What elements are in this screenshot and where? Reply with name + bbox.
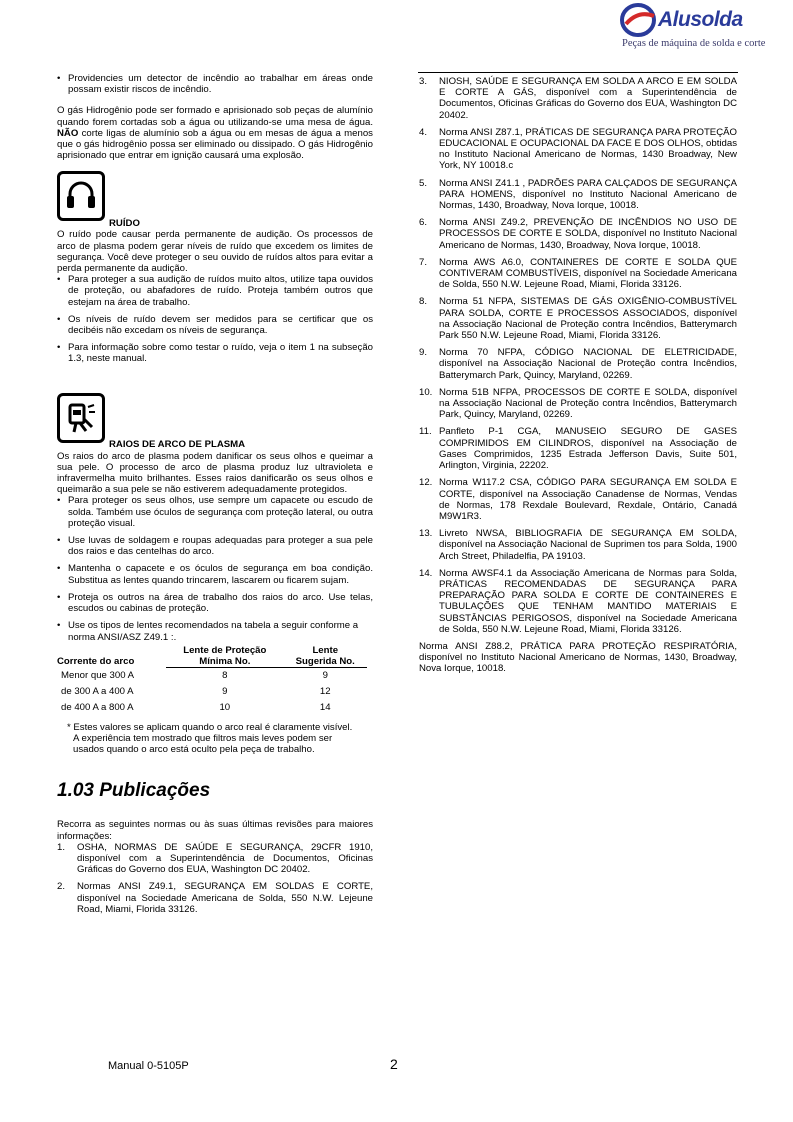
page-number: 2 [390,1056,398,1072]
table-row: de 400 A a 800 A 10 14 [61,702,331,714]
arc-bullet: • Use luvas de soldagem e roupas adequadas para proteger a sua pele dos raios e das centelhas do arco. [57,535,373,557]
noise-bullet: • Os níveis de ruído devem ser medidos para se certificar que os decibéis não excedam os níveis de segurança. [57,314,373,336]
brand-logo [618,2,766,54]
publication-item: 11. Panfleto P-1 CGA, MANUSEIO SEGURO DE GASES COMPRIMIDOS EM CILINDROS, disponível na Associação de Gases Comprimidos, 1235 Estrada Jefferson Davis, Suite 501, Arlington, Virginia, 22202. [419,426,737,472]
right-column [419,73,737,675]
hydrogen-paragraph: O gás Hidrogênio pode ser formado e aprisionado sob peças de alumínio quando forem cortadas sob a água ou utilizando-se uma mesa de água. NÃO corte ligas de alumínio sob a água ou em mesas de água a menos que o gás hidrogênio possa ser eliminado ou dissipado. O gás Hidrogênio aprisionado que entrar em ignição causará uma explosão. [57,105,373,162]
arc-bullet: • Use os tipos de lentes recomendados na tabela a seguir conforme a norma ANSI/ASZ Z49.1 :. [57,620,373,642]
footer-manual-number: Manual 0-5105P [108,1060,189,1072]
publication-item: 8. Norma 51 NFPA, SISTEMAS DE GÁS OXIGÊNIO-COMBUSTÍVEL PARA SOLDA, CORTE E PROCESSOS ASSOCIADOS, disponível na Associação Nacional de Proteção contra Incêndios, Batterymarch Park 550 N.W. Lejeune Road, Miami, Florida 33126. [419,296,737,342]
table-row: Menor que 300 A 8 9 [61,669,328,682]
arc-bullet: • Para proteger os seus olhos, use sempre um capacete ou escudo de solda. Também use óculos de segurança com proteção lateral, ou outra proteção visual. [57,495,373,529]
arc-bullet: • Proteja os outros na área de trabalho dos raios do arco. Use telas, escudos ou cabinas de proteção. [57,592,373,614]
publication-item: 2. Normas ANSI Z49.1, SEGURANÇA EM SOLDAS E CORTE, disponível na Sociedade Americana de Solda, 550 N.W. Lejeune Road, Miami, Florida 33126. [57,881,373,915]
table-note: * Estes valores se aplicam quando o arco real é claramente visível. A experiência tem mostrado que filtros mais leves podem ser usados quando o arco está oculto pela peça de trabalho. [67,721,353,756]
publication-item: 4. Norma ANSI Z87.1, PRÁTICAS DE SEGURANÇA PARA PROTEÇÃO EDUCACIONAL E OCUPACIONAL DA FACE E DOS OLHOS, obtidas no Instituto Nacional Americano de Normas, 1430 Broadway, New York, NY 10018.c [419,126,737,172]
logo-swoosh-icon [620,2,660,38]
table-row: de 300 A a 400 A 9 12 [61,686,331,698]
publication-item: 1. OSHA, NORMAS DE SAÚDE E SEGURANÇA, 29CFR 1910, disponível com a Superintendência de Documentos, Oficinas Gráficas do Governo dos EUA, Washington DC 20402. [57,841,373,876]
publication-item: 13. Livreto NWSA, BIBLIOGRAFIA DE SEGURANÇA EM SOLDA, disponível na Associação Nacional de Suprimen tos para Solda, 1900 Arch Street, Philadelfia, PA 19103. [419,528,737,562]
section-heading: 1.03 Publicações [57,780,211,802]
table-header-min-lens: Lente de Proteção [183,644,267,656]
noise-title: RUÍDO [109,218,140,230]
arc-rays-header [57,393,373,451]
publication-item: 9. Norma 70 NFPA, CÓDIGO NACIONAL DE ELETRICIDADE, disponível na Associação Nacional de Proteção contra Incêndios, Batterymarch Park, Quincy, Maryland, 02269. [419,347,737,381]
final-publication: Norma ANSI Z88.2, PRÁTICA PARA PROTEÇÃO RESPIRATÓRIA, disponível no Instituto Nacional Americano de Normas, 1430, Broadway, Nova Iorque, 10018. [419,640,737,675]
table-header-current: Corrente do arco [57,656,135,668]
publication-item: 3. NIOSH, SAÚDE E SEGURANÇA EM SOLDA A ARCO E EM SOLDA E CORTE A GÁS, disponível com a Superintendência de Documentos, Oficinas Gráficas do Governo dos EUA, Washington DC 20402. [419,76,737,121]
noise-bullet: • Para informação sobre como testar o ruído, veja o item 1 na subseção 1.3, neste manual. [57,342,373,364]
publication-item: 12. Norma W117.2 CSA, CÓDIGO PARA SEGURANÇA EM SOLDA E CORTE, disponível na Associação Canadense de Normas, Vendas de Normas, 178 Rexdale Boulevard, Rexdale, Ontário, Canadá M9W1R3. [419,477,737,522]
lens-table [57,645,367,716]
table-header-sugg-lens-2: Sugerida No. [283,656,367,668]
noise-header [57,171,373,229]
arc-title: RAIOS DE ARCO DE PLASMA [109,439,246,451]
publication-item: 7. Norma AWS A6.0, CONTAINERES DE CORTE E SOLDA QUE CONTIVERAM COMBUSTÍVEIS, disponível na Sociedade Americana de Solda, 550 N.W. Lejeune Road, Miami, Florida 33126. [419,256,737,291]
publication-item: 6. Norma ANSI Z49.2, PREVENÇÃO DE INCÊNDIOS NO USO DE PROCESSOS DE CORTE E SOLDA, disponível no Instituto Nacional Americano de Normas, 1430, Broadway, Nova Iorque, 10018. [419,217,737,251]
publication-item: 5. Norma ANSI Z41.1 , PADRÕES PARA CALÇADOS DE SEGURANÇA PARA HOMENS, disponível no Instituto Nacional Americano de Normas, 1430, Broadway, Nova Iorque, 10018. [419,177,737,212]
left-column [57,73,373,915]
ear-protection-icon [57,171,105,221]
bullet-fire-detector: • Providencies um detector de incêndio ao trabalhar em áreas onde possam existir riscos de incêndio. [57,73,373,95]
logo-tagline: Peças de máquina de solda e corte [622,38,766,49]
arc-bullet: • Mantenha o capacete e os óculos de segurança em boa condição. Substitua as lentes quando trincarem, lascarem ou ficarem sujam. [57,563,373,585]
publication-item: 10. Norma 51B NFPA, PROCESSOS DE CORTE E SOLDA, disponível na Associação Nacional de Proteção contra Incêndios, Batterymarch Park, Quincy, Maryland, 02269. [419,386,737,421]
logo-text: Alusolda [658,8,743,31]
arc-rays-icon [57,393,105,443]
table-header-min-lens-2: Mínima No. [166,656,283,668]
noise-bullet: • Para proteger a sua audição de ruídos muito altos, utilize tapa ouvidos de proteção, ou abafadores de ruído. Proteja também outros que estejam na área de trabalho. [57,274,373,308]
noise-intro: O ruído pode causar perda permanente de audição. Os processos de arco de plasma podem gerar níveis de ruído que excedem os limites de segurança. Você deve proteger o seu ouvido de ruídos altos para evitar a perda permanente da audição. [57,229,373,275]
arc-intro: Os raios do arco de plasma podem danificar os seus olhos e queimar a sua pele. O processo de arco de plasma produz luz ultravioleta e infravermelha muito brilhantes. Esses raios danificarão os seus olhos e queimarão a sua pele se não estiverem adequadamente protegidos. [57,450,373,496]
section-intro: Recorra as seguintes normas ou às suas últimas revisões para maiores informações: [57,819,373,842]
table-header-sugg-lens: Lente [312,644,339,656]
publication-item: 14. Norma AWSF4.1 da Associação Americana de Normas para Solda, PRÁTICAS RECOMENDADAS DE SEGURANÇA PARA PREPARAÇÃO PARA SOLDA E CORTE DE CONTAINERES E TUBULAÇÕES QUE TENHAM MANTIDO MATERIAIS E SUBSTÂNCIAS PERIGOSOS, disponível na Sociedade Americana de Solda, 550 N.W. Lejeune Road, Miami, Florida 33126. [419,567,737,635]
